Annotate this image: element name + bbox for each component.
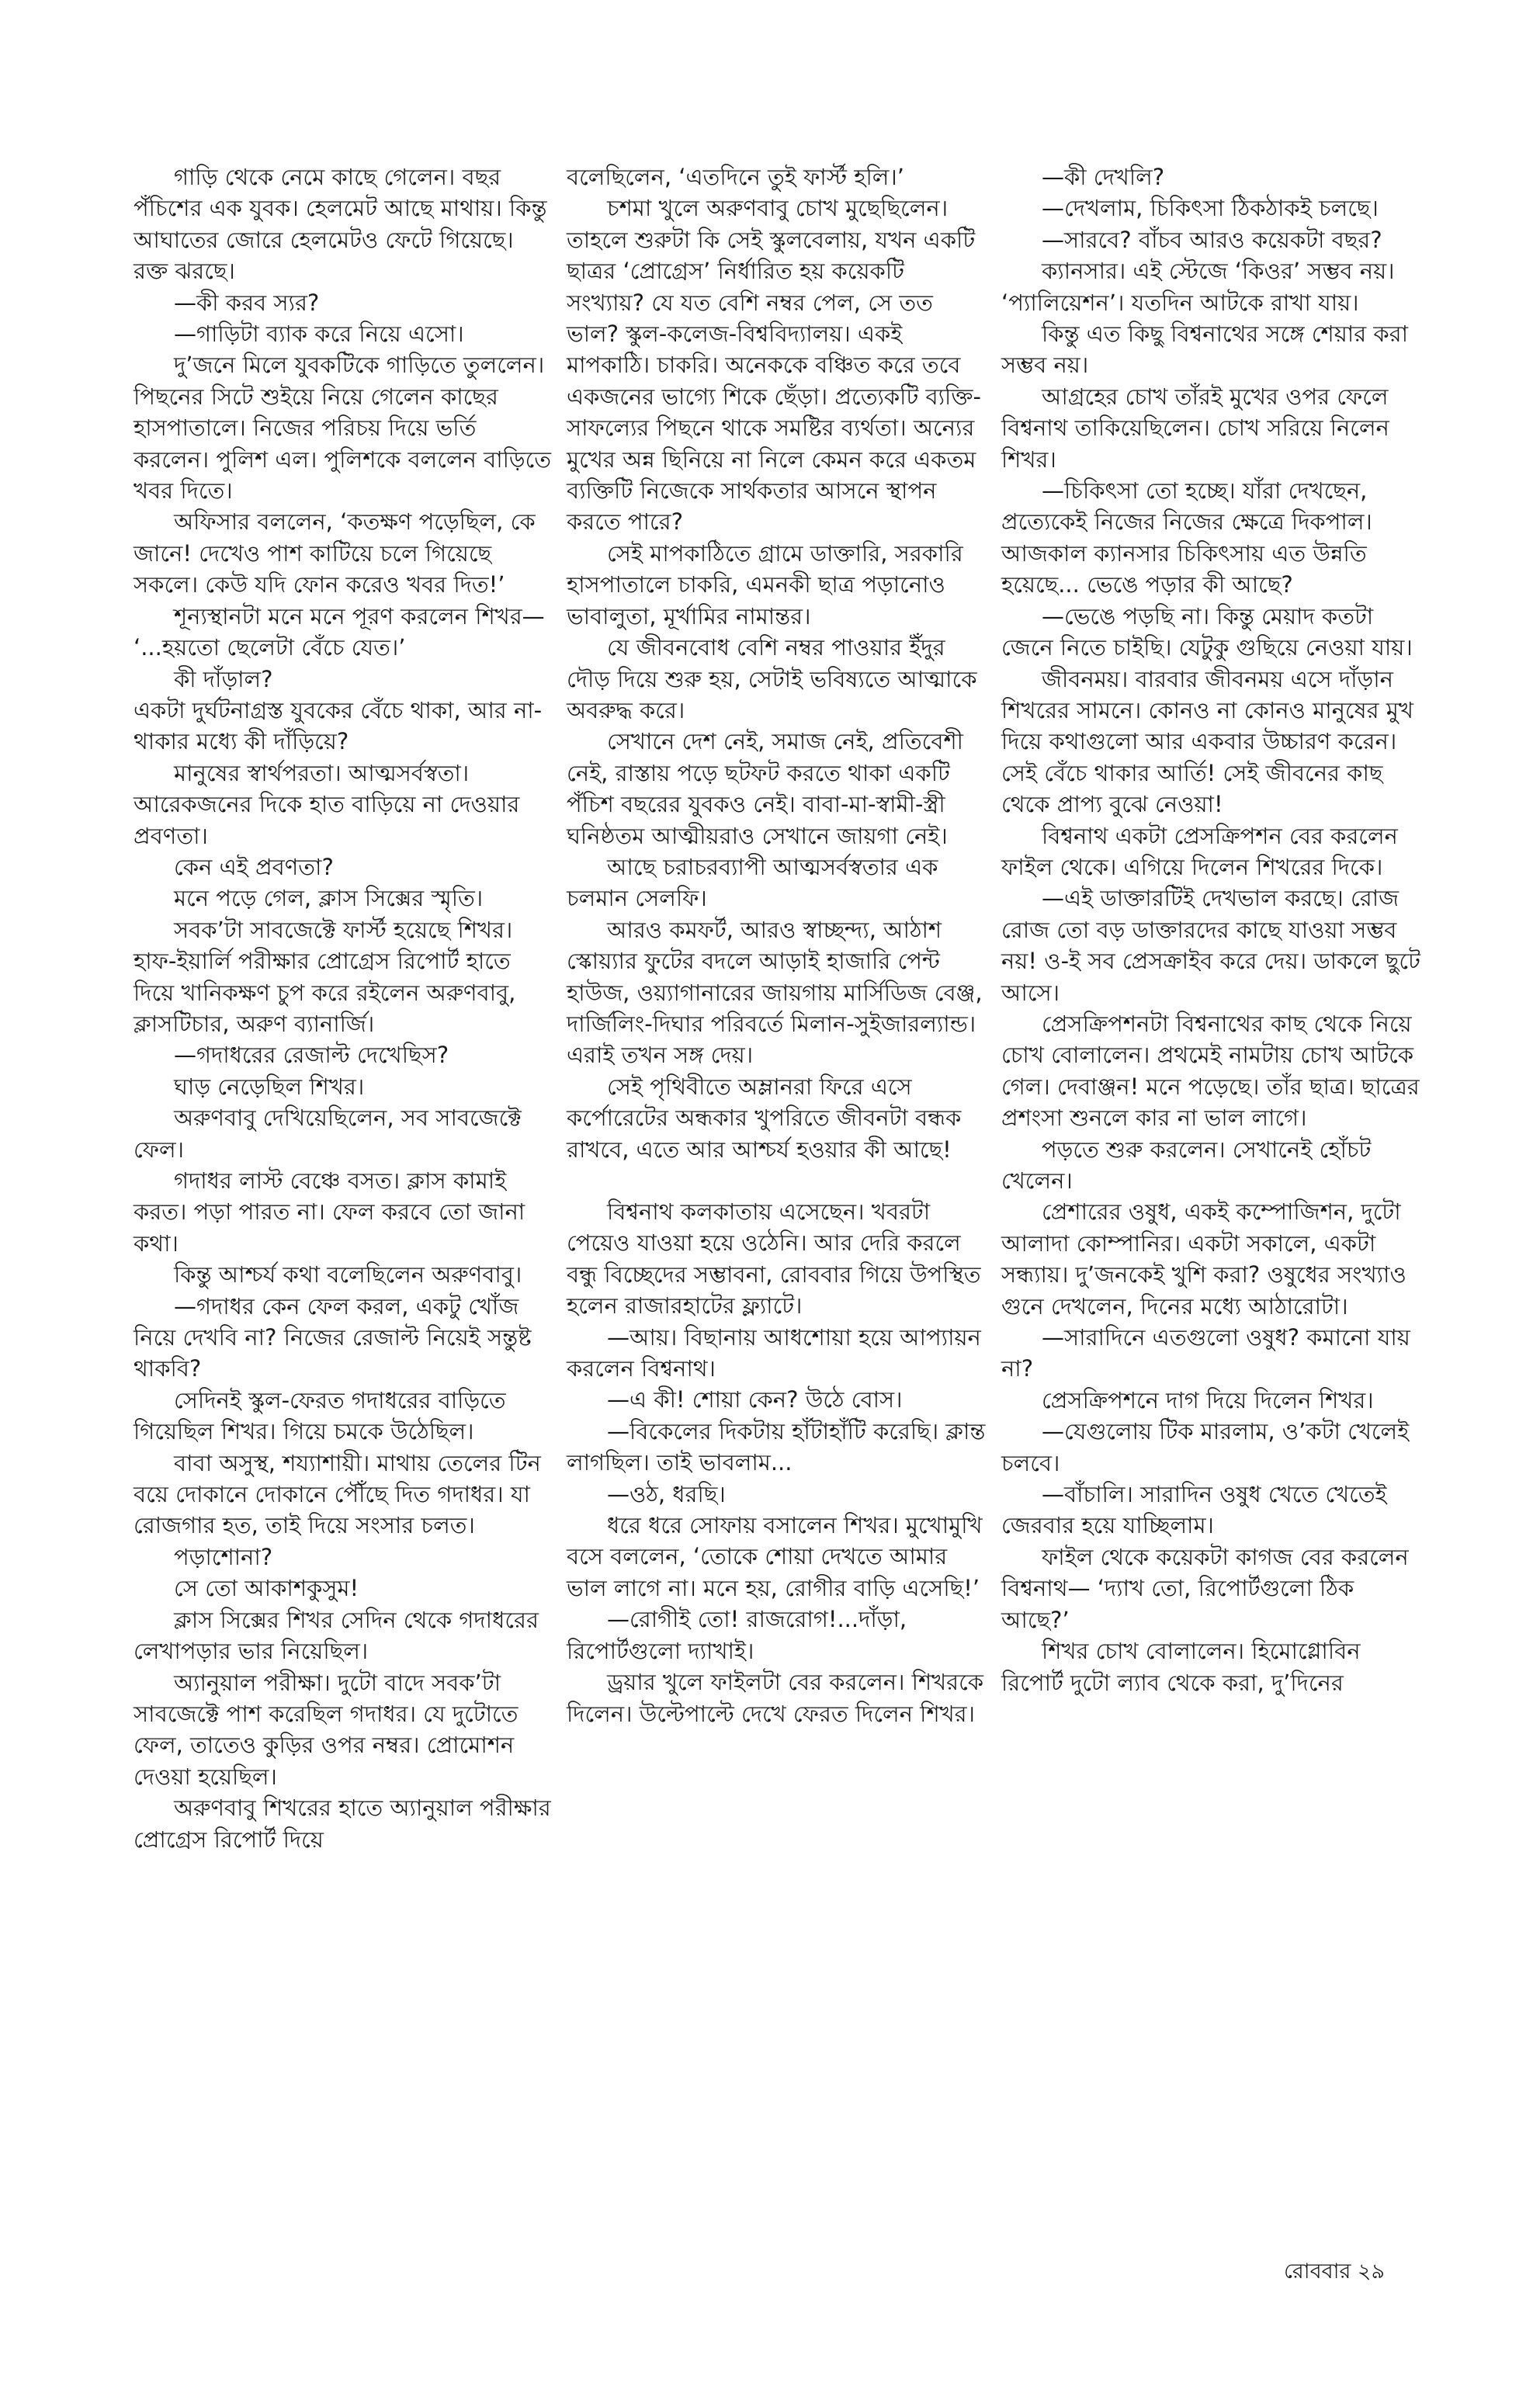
paragraph: ঘাড় নেড়েছিল শিখর। [174, 1073, 365, 1100]
paragraph: প্রেসক্রিপশনে দাগ দিয়ে দিলেন শিখর। [1042, 1386, 1374, 1413]
paragraph: —সারবে? বাঁচব আরও কয়েকটা বছর? [1042, 226, 1382, 253]
paragraph: শূন্যস্থানটা মনে মনে পূরণ করলেন শিখর— ‘...হয়তো ছেলেটা বেঁচে যেত।’ [134, 602, 545, 661]
paragraph: পড়তে শুরু করলেন। সেখানেই হোঁচট খেলেন। [1001, 1136, 1372, 1194]
paragraph: বাবা অসুস্থ, শয্যাশায়ী। মাথায় তেলের টিন বয়ে দোকানে দোকানে পৌঁছে দিত গদাধর। যা রোজগার হত, তাই দিয়ে সংসার চলত। [134, 1449, 541, 1539]
paragraph: অরুণবাবু শিখরের হাতে অ্যানুয়াল পরীক্ষার প্রোগ্রেস রিপোর্ট দিয়ে [134, 1795, 551, 1853]
paragraph: মানুষের স্বার্থপরতা। আত্মসর্বস্বতা। আরেকজনের দিকে হাত বাড়িয়ে না দেওয়ার প্রবণতা। [134, 759, 520, 849]
paragraph: ড্রয়ার খুলে ফাইলটা বের করলেন। শিখরকে দিলেন। উল্টেপাল্টে দেখে ফেরত দিলেন শিখর। [567, 1669, 984, 1727]
paragraph: —বিকেলের দিকটায় হাঁটাহাঁটি করেছি। ক্লান্ত লাগছিল। তাই ভাবলাম... [567, 1417, 986, 1476]
paragraph: —গদাধরের রেজাল্ট দেখেছিস? [174, 1042, 449, 1069]
paragraph: —এ কী! শোয়া কেন? উঠে বোস। [607, 1386, 903, 1413]
paragraph: —চিকিৎসা তো হচ্ছে। যাঁরা দেখছেন, প্রত্যেকেই নিজের নিজের ক্ষেত্রে দিকপাল। আজকাল ক্যানসার চিকিৎসায় এত উন্নতি হয়েছে... ভেঙে পড়ার কী আছে? [1001, 477, 1372, 598]
paragraph: যে জীবনবোধ বেশি নম্বর পাওয়ার ইঁদুর দৌড় দিয়ে শুরু হয়, সেটাই ভবিষ্যতে আত্মাকে অবরুদ্ধ করে। [567, 634, 977, 723]
paragraph: —দেখলাম, চিকিৎসা ঠিকঠাকই চলছে। [1042, 195, 1379, 222]
paragraph: মনে পড়ে গেল, ক্লাস সিক্সের স্মৃতি। [174, 885, 484, 912]
paragraph: সেদিনই স্কুল-ফেরত গদাধরের বাড়িতে গিয়েছিল শিখর। গিয়ে চমকে উঠেছিল। [134, 1386, 506, 1445]
paragraph: —ওঠ, ধরছি। [607, 1480, 726, 1507]
paragraph: সে তো আকাশকুসুম! [174, 1575, 359, 1602]
paragraph: —কী করব স্যর? [174, 289, 320, 316]
paragraph: —গদাধর কেন ফেল করল, একটু খোঁজ নিয়ে দেখবি না? নিজের রেজাল্ট নিয়েই সন্তুষ্ট থাকবি? [134, 1292, 532, 1382]
paragraph: —বাঁচালি। সারাদিন ওষুধ খেতে খেতেই জেরবার হয়ে যাচ্ছিলাম। [1001, 1481, 1387, 1539]
paragraph: বলেছিলেন, ‘এতদিনে তুই ফার্স্ট হলি।’ [567, 164, 904, 190]
paragraph: —এই ডাক্তারটিই দেখভাল করছে। রোজ রোজ তো বড় ডাক্তারদের কাছে যাওয়া সম্ভব নয়! ও-ই সব প্রেসক্রাইব করে দেয়। ডাকলে ছুটে আসে। [1001, 885, 1420, 1006]
paragraph: পড়াশোনা? [174, 1543, 273, 1570]
paragraph: অরুণবাবু দেখিয়েছিলেন, সব সাবজেক্টে ফেল। [134, 1105, 522, 1163]
paragraph: প্রেশারের ওষুধ, একই কম্পোজিশন, দুটো আলাদা কোম্পানির। একটা সকালে, একটা সন্ধ্যায়। দু’জনকেই খুশি করা? ওষুধের সংখ্যাও গুনে দেখলেন, দিনের মধ্যে আঠারোটা। [1001, 1198, 1406, 1320]
paragraph: একটা দুর্ঘটনাগ্রস্ত যুবকের বেঁচে থাকা, আর না-থাকার মধ্যে কী দাঁড়িয়ে? [134, 696, 543, 755]
paragraph: —গাড়িটা ব্যাক করে নিয়ে এসো। [174, 321, 464, 348]
page-footer: রোববার ২৯ [1283, 2259, 1385, 2284]
text-column-3 [1001, 161, 1420, 1698]
paragraph: —যেগুলোয় টিক মারলাম, ও’কটা খেলেই চলবে। [1001, 1418, 1410, 1476]
paragraph: সেই পৃথিবীতে অম্লানরা ফিরে এসে কর্পোরেটের অন্ধকার খুপরিতে জীবনটা বন্ধক রাখবে, এতে আর আশ্চর্য হওয়ার কী আছে! [567, 1073, 962, 1163]
paragraph: আছে চরাচরব্যাপী আত্মসর্বস্বতার এক চলমান সেলফি। [567, 853, 938, 912]
paragraph: কী দাঁড়াল? [174, 665, 273, 692]
paragraph: ক্লাস সিক্সের শিখর সেদিন থেকে গদাধরের লেখাপড়ার ভার নিয়েছিল। [134, 1606, 539, 1665]
paragraph: বিশ্বনাথ একটা প্রেসক্রিপশন বের করলেন ফাইল থেকে। এগিয়ে দিলেন শিখরের দিকে। [1001, 822, 1398, 880]
paragraph: ক্যানসার। এই স্টেজে ‘কিওর’ সম্ভব নয়। ‘প্যালিয়েশন’। যতদিন আটকে রাখা যায়। [1001, 258, 1395, 316]
paragraph: আগ্রহের চোখ তাঁরই মুখের ওপর ফেলে বিশ্বনাথ তাকিয়েছিলেন। চোখ সরিয়ে নিলেন শিখর। [1001, 383, 1389, 473]
paragraph: গাড়ি থেকে নেমে কাছে গেলেন। বছর পঁচিশের এক যুবক। হেলমেট আছে মাথায়। কিন্তু আঘাতের জোরে হেলমেটও ফেটে গিয়েছে। রক্ত ঝরছে। [134, 164, 547, 285]
paragraph: কেন এই প্রবণতা? [174, 853, 334, 880]
paragraph: সবক’টা সাবজেক্টে ফার্স্ট হয়েছে শিখর। হাফ-ইয়ার্লি পরীক্ষার প্রোগ্রেস রিপোর্ট হাতে দিয়ে খানিকক্ষণ চুপ করে রইলেন অরুণবাবু, ক্লাসটিচার, অরুণ ব্যানার্জি। [134, 916, 516, 1037]
paragraph: কিন্তু এত কিছু বিশ্বনাথের সঙ্গে শেয়ার করা সম্ভব নয়। [1001, 321, 1409, 379]
paragraph: প্রেসক্রিপশনটা বিশ্বনাথের কাছ থেকে নিয়ে চোখ বোলালেন। প্রথমেই নামটায় চোখ আটকে গেল। দেবাঞ্জন! মনে পড়েছে। তাঁর ছাত্র। ছাত্রের প্রশংসা শুনলে কার না ভাল লাগে। [1001, 1010, 1420, 1132]
paragraph: বিশ্বনাথ কলকাতায় এসেছেন। খবরটা পেয়েও যাওয়া হয়ে ওঠেনি। আর দেরি করলে বন্ধু বিচ্ছেদের সম্ভাবনা, রোববার গিয়ে উপস্থিত হলেন রাজারহাটের ফ্ল্যাটে। [567, 1198, 981, 1320]
paragraph: জীবনময়। বারবার জীবনময় এসে দাঁড়ান শিখরের সামনে। কোনও না কোনও মানুষের মুখ দিয়ে কথাগুলো আর একবার উচ্চারণ করেন। সেই বেঁচে থাকার আর্তি! সেই জীবনের কাছ থেকে প্রাপ্য বুঝে নেওয়া! [1001, 665, 1413, 818]
text-column-1 [134, 161, 553, 1855]
paragraph: —আয়। বিছানায় আধশোয়া হয়ে আপ্যায়ন করলেন বিশ্বনাথ। [567, 1323, 981, 1382]
paragraph: —ভেঙে পড়ছি না। কিন্তু মেয়াদ কতটা জেনে নিতে চাইছি। যেটুকু গুছিয়ে নেওয়া যায়। [1001, 602, 1413, 661]
paragraph: সেখানে দেশ নেই, সমাজ নেই, প্রতিবেশী নেই, রাস্তায় পড়ে ছটফট করতে থাকা একটি পঁচিশ বছরের যুবকও নেই। বাবা-মা-স্বামী-স্ত্রী ঘনিষ্ঠতম আত্মীয়রাও সেখানে জায়গা নেই। [567, 728, 963, 849]
paragraph: অ্যানুয়াল পরীক্ষা। দুটো বাদে সবক’টা সাবজেক্টে পাশ করেছিল গদাধর। যে দুটোতে ফেল, তাতেও কুড়ির ওপর নম্বর। প্রোমোশন দেওয়া হয়েছিল। [134, 1669, 519, 1790]
paragraph: —রোগীই তো! রাজরোগ!...দাঁড়া, রিপোর্টগুলো দ্যাখাই। [567, 1606, 907, 1664]
paragraph: চশমা খুলে অরুণবাবু চোখ মুছেছিলেন। তাহলে শুরুটা কি সেই স্কুলবেলায়, যখন একটি ছাত্রর ‘প্রোগ্রেস’ নির্ধারিত হয় কয়েকটি সংখ্যায়? যে যত বেশি নম্বর পেল, সে তত ভাল? স্কুল-কলেজ-বিশ্ববিদ্যালয়। একই মাপকাঠি। চাকরি। অনেককে বঞ্চিত করে তবে একজনের ভাগ্যে শিকে ছেঁড়া। প্রত্যেকটি ব্যক্তি-সাফল্যের পিছনে থাকে সমষ্টির ব্যর্থতা। অন্যের মুখের অন্ন ছিনিয়ে না নিলে কেমন করে একতম ব্যক্তিটি নিজেকে সার্থকতার আসনে স্থাপন করতে পারে? [567, 195, 981, 536]
paragraph: সেই মাপকাঠিতে গ্রামে ডাক্তারি, সরকারি হাসপাতালে চাকরি, এমনকী ছাত্র পড়ানোও ভাবালুতা, মূর্খামির নামান্তর। [567, 539, 963, 629]
paragraph: ধরে ধরে সোফায় বসালেন শিখর। মুখোমুখি বসে বললেন, ‘তোকে শোয়া দেখতে আমার ভাল লাগে না। মনে হয়, রোগীর বাড়ি এসেছি!’ [567, 1512, 983, 1601]
paragraph: —কী দেখলি? [1042, 164, 1165, 190]
text-column-2 [567, 161, 986, 1729]
paragraph: অফিসার বললেন, ‘কতক্ষণ পড়েছিল, কে জানে! দেখেও পাশ কাটিয়ে চলে গিয়েছে সকলে। কেউ যদি ফোন করেও খবর দিত!’ [134, 508, 536, 598]
paragraph: —সারাদিনে এতগুলো ওষুধ? কমানো যায় না? [1001, 1324, 1410, 1382]
paragraph: দু’জনে মিলে যুবকটিকে গাড়িতে তুললেন। পিছনের সিটে শুইয়ে নিয়ে গেলেন কাছের হাসপাতালে। নিজের পরিচয় দিয়ে ভর্তি করলেন। পুলিশ এল। পুলিশকে বললেন বাড়িতে খবর দিতে। [134, 352, 552, 505]
paragraph: কিন্তু আশ্চর্য কথা বলেছিলেন অরুণবাবু। [174, 1261, 522, 1288]
paragraph: শিখর চোখ বোলালেন। হিমোগ্লোবিন রিপোর্ট দুটো ল্যাব থেকে করা, দু’দিনের [1001, 1638, 1361, 1696]
paragraph: ফাইল থেকে কয়েকটা কাগজ বের করলেন বিশ্বনাথ— ‘দ্যাখ তো, রিপোর্টগুলো ঠিক আছে?’ [1001, 1543, 1409, 1633]
paragraph: গদাধর লাস্ট বেঞ্চে বসত। ক্লাস কামাই করত। পড়া পারত না। ফেল করবে তো জানা কথা। [134, 1167, 525, 1257]
paragraph: আরও কমফর্ট, আরও স্বাচ্ছন্দ্য, আঠাশ স্কোয়্যার ফুটের বদলে আড়াই হাজারি পেন্ট হাউজ, ওয়্যাগানারের জায়গায় মার্সিডিজ বেঞ্জ, দার্জিলিং-দিঘার পরিবর্তে মিলান-সুইজারল্যান্ড। এরাই তখন সঙ্গ দেয়। [567, 916, 983, 1069]
